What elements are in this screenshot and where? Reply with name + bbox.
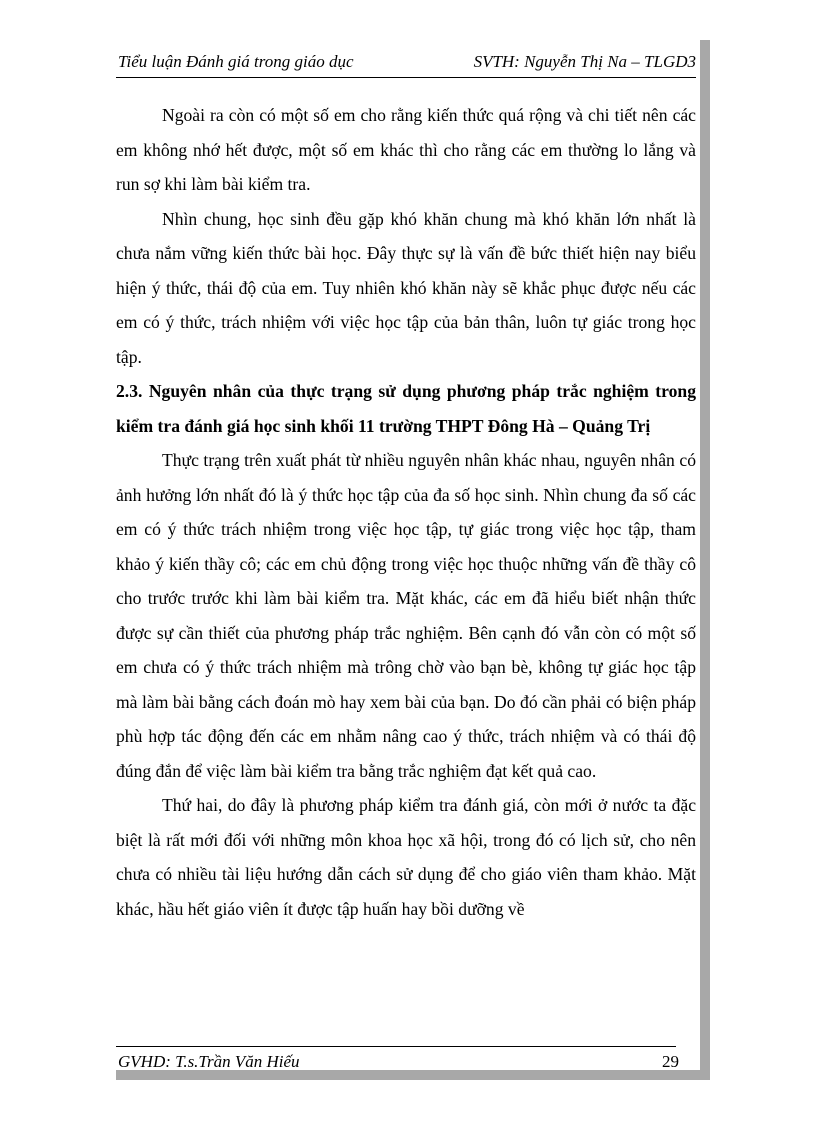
header-title: Tiểu luận Đánh giá trong giáo dục [118,52,354,71]
page-border-right [700,40,710,1080]
paragraph: Ngoài ra còn có một số em cho rằng kiến thức quá rộng và chi tiết nên các em không nhớ hết được, một số em khác thì cho rằng các em thường lo lắng và run sợ khi làm bài kiểm tra. [116,105,696,194]
paragraph: Nhìn chung, học sinh đều gặp khó khăn chung mà khó khăn lớn nhất là chưa nắm vững kiến thức bài học. Đây thực sự là vấn đề bức thiết hiện nay biểu hiện ý thức, thái độ của em. Tuy nhiên khó khăn này sẽ khắc phục được nếu các em có ý thức, trách nhiệm với việc học tập của bản thân, luôn tự giác trong học tập. [116,208,696,367]
footer-supervisor: GVHD: T.s.Trần Văn Hiếu [118,1052,300,1071]
paragraph: Thứ hai, do đây là phương pháp kiểm tra đánh giá, còn mới ở nước ta đặc biệt là rất mới đối với những môn khoa học xã hội, trong đó có lịch sử, cho nên chưa có nhiều tài liệu hướng dẫn cách sử dụng để cho giáo viên tham khảo. Mặt khác, hầu hết giáo viên ít được tập huấn hay bồi dưỡng về [116,795,696,919]
paragraph: Thực trạng trên xuất phát từ nhiều nguyên nhân khác nhau, nguyên nhân có ảnh hưởng lớn nhất đó là ý thức học tập của đa số học sinh. Nhìn chung đa số các em có ý thức trách nhiệm trong việc học tập, tự giác trong việc học tập, tham khảo ý kiến thầy cô; các em chủ động trong việc học thuộc những vấn đề thầy cô cho trước trước khi làm bài kiểm tra. Mặt khác, các em đã hiểu biết nhận thức được sự cần thiết của phương pháp trắc nghiệm. Bên cạnh đó vẫn còn có một số em chưa có ý thức trách nhiệm mà trông chờ vào bạn bè, không tự giác học tập mà làm bài bằng cách đoán mò hay xem bài của bạn. Do đó cần phải có biện pháp phù hợp tác động đến các em nhằm nâng cao ý thức, trách nhiệm và có thái độ đúng đắn để việc làm bài kiểm tra bằng trắc nghiệm đạt kết quả cao. [116,450,696,781]
page-header [116,50,696,76]
header-author: SVTH: Nguyễn Thị Na – TLGD3 [473,52,696,71]
footer-divider [116,1046,676,1047]
section-heading: 2.3. Nguyên nhân của thực trạng sử dụng phương pháp trắc nghiệm trong kiểm tra đánh giá học sinh khối 11 trường THPT Đông Hà – Quảng Trị [116,381,696,436]
page-number: 29 [662,1052,679,1071]
page-content [116,98,696,926]
header-divider [116,77,696,78]
